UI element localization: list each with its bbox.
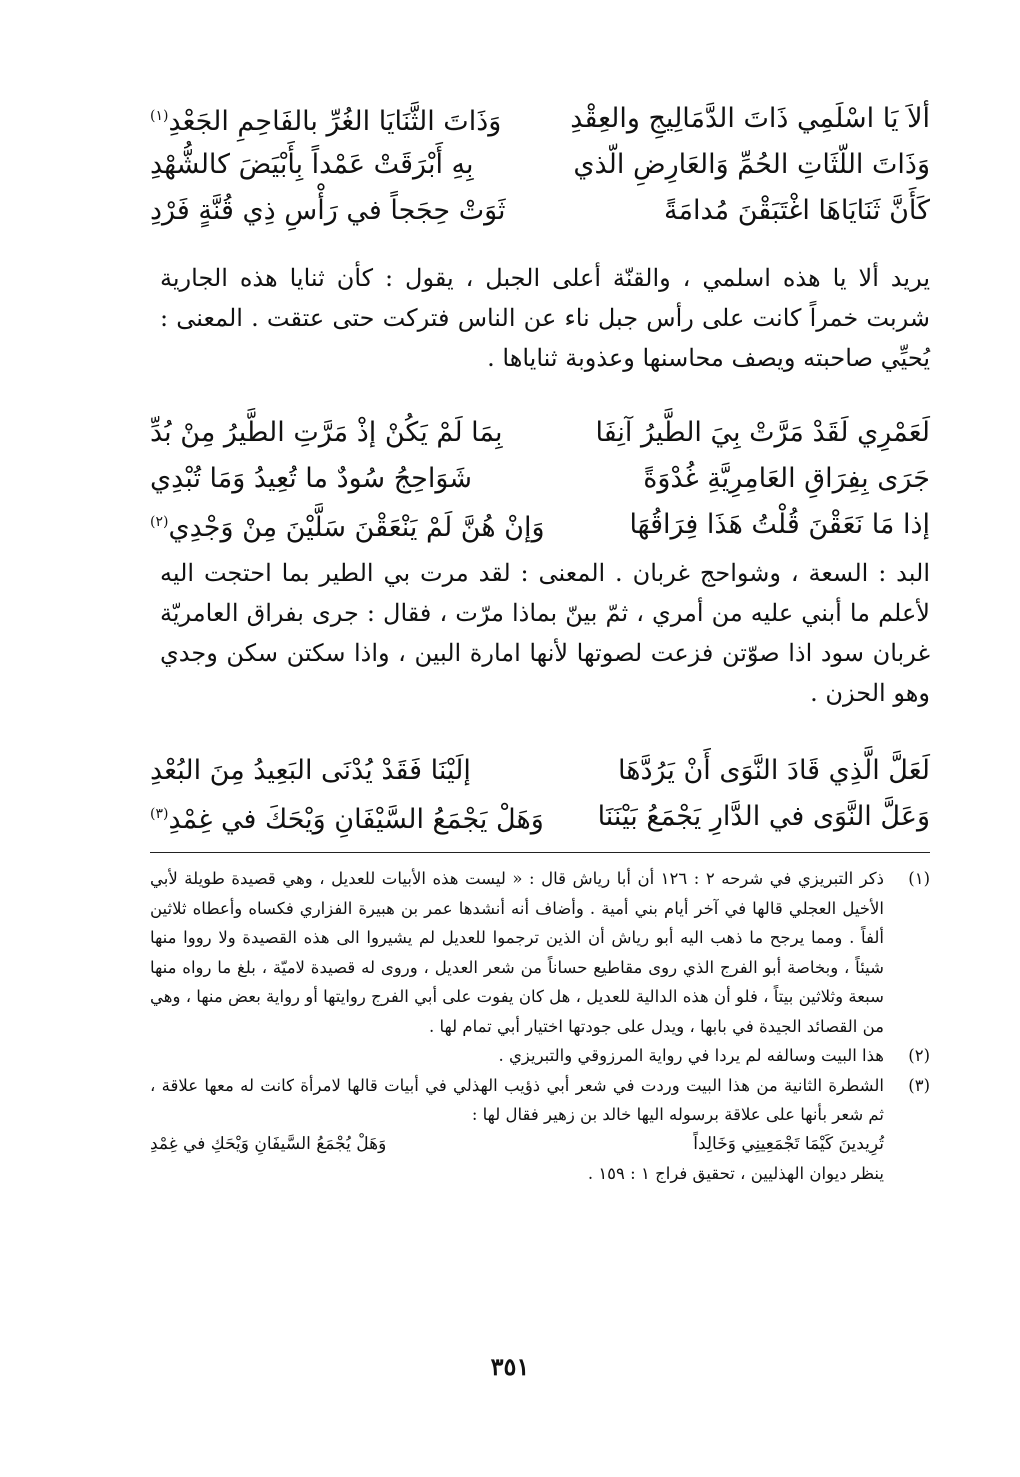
second-hemistich: بِهِ أَبْرَقَتْ عَمْداً بِأَبْيَضَ كالشُّهْدِ	[150, 149, 474, 180]
first-hemistich: وَعَلَّ النَّوَى في الدَّارِ يَجْمَعُ بَيْنَنَا	[597, 801, 930, 832]
first-hemistich: لَعَمْرِي لَقَدْ مَرَّتْ بِيَ الطَّيرُ آنِفَا	[595, 417, 930, 448]
verse-line	[150, 188, 930, 234]
footnote-source: ينظر ديوان الهذليين ، تحقيق فراج ١ : ١٥٩ .	[587, 1164, 884, 1183]
footnote-number: (١)	[908, 869, 930, 888]
first-hemistich: لَعَلَّ الَّذِي قَادَ النَّوَى أَنْ يَرُدَّهَا	[618, 755, 930, 786]
footnote-ref: (٢)	[150, 514, 169, 530]
first-hemistich: إذا مَا نَعَقْنَ قُلْتُ هَذَا فِرَاقُهَا	[629, 509, 930, 540]
poem-stanza-1	[150, 96, 930, 234]
first-hemistich: وَذَاتَ اللّثَاتِ الحُمِّ وَالعَارِضِ الّذي	[573, 149, 930, 180]
first-hemistich: ألاَ يَا اسْلَمِي ذَاتَ الدَّمَالِيجِ والعِقْدِ	[570, 103, 930, 134]
footnote-paragraph: الشطرة الثانية من هذا البيت وردت في شعر أبي ذؤيب الهذلي في أبيات قالها لامرأة كانت له معها علاقة ، ثم شعر بأنها على علاقة برسوله اليها خالد بن زهير فقال لها :	[150, 1075, 884, 1124]
hemistich-text: وَهَلْ يَجْمَعُ السَّيْفَانِ وَيْحَكَ في غِمْدِ	[168, 804, 544, 835]
footnote-2	[150, 1041, 930, 1071]
verse-line	[150, 794, 930, 840]
hemistich-text: وَذَاتَ الثَّنَايَا الغُرِّ بالفَاحِمِ الجَعْدِ	[168, 106, 502, 137]
second-hemistich	[150, 791, 544, 843]
verse-line	[150, 96, 930, 142]
verse-line	[150, 456, 930, 502]
footnote-text	[150, 864, 884, 1041]
verse-line	[150, 410, 930, 456]
second-hemistich: إلَيْنَا فَقَدْ يُدْنَى البَعِيدُ مِنَ البُعْدِ	[150, 755, 471, 786]
footnote-divider	[150, 852, 930, 853]
page-number: ٣٥١	[490, 1352, 530, 1381]
footnote-number: (٢)	[908, 1046, 930, 1065]
commentary-2	[160, 553, 930, 713]
second-hemistich: ثَوَتْ حِجَجاً في رَأْسِ ذِي قُنَّةٍ فَرْدِ	[150, 195, 506, 226]
second-hemistich: بِمَا لَمْ يَكُنْ إذْ مَرَّتِ الطَّيرُ مِنْ بُدِّ	[150, 417, 503, 448]
footnote-verse	[150, 1130, 884, 1160]
second-hemistich	[150, 93, 501, 145]
first-hemistich: كَأَنَّ ثَنَايَاهَا اغْتَبَقْنَ مُدامَةً	[664, 195, 930, 226]
footnote-ref: (٣)	[150, 806, 169, 822]
commentary-paragraph: البد : السعة ، وشواحج غربان . المعنى : لقد مرت بي الطير بما احتجت اليه لأعلم ما أبني عليه من أمري ، ثمّ بينّ بماذا مرّت ، فقال : جرى بفراق العامريّة غربان سود اذا صوّتن فزعت لصوتها لأنها امارة البين ، واذا سكتن سكن وجدي وهو الحزن .	[160, 559, 930, 707]
footnote-3	[150, 1071, 930, 1189]
footnote-ref: (١)	[150, 108, 169, 124]
verse-line	[150, 502, 930, 548]
footnote-text	[150, 1041, 884, 1071]
footnote-paragraph: ذكر التبريزي في شرحه ٢ : ١٢٦ أن أبا رياش قال : « ليست هذه الأبيات للعديل ، وهي قصيدة طويلة لأبي الأخيل العجلي قالها في آخر أيام بني أمية . وأضاف أنه أنشدها عمر بن هبيرة الفزاري فكساه وأعطاه ثلاثين ألفاً . ومما يرجح ما ذهب اليه أبو رياش أن الذين ترجموا للعديل لم يشيروا الى هذه القصيدة ولا رووا منها شيئاً ، وبخاصة أبو الفرج الذي روى مقاطيع حساناً من شعر العديل ، وروى له قصيدة لاميّة ، بلغ ما رواه منها سبعة وثلاثين بيتاً ، فلو أن هذه الدالية للعديل ، هل كان يفوت على أبي الفرج روايتها أو رواية بعض منها ، وهي من القصائد الجيدة في بابها ، ويدل على جودتها اختيار أبي تمام لها .	[150, 869, 884, 1036]
second-hemistich	[150, 499, 545, 551]
footnote-1	[150, 864, 930, 1041]
poem-stanza-3	[150, 748, 930, 840]
commentary-1	[160, 258, 930, 378]
verse-line	[150, 748, 930, 794]
first-hemistich: تُرِيدينَ كَيْمَا تَجْمَعِينِي وَخَالِداً	[693, 1133, 884, 1154]
footnote-text	[150, 1071, 884, 1189]
poem-stanza-2	[150, 410, 930, 548]
footnote-paragraph: هذا البيت وسالفه لم يردا في رواية المرزوقي والتبريزي .	[498, 1046, 884, 1065]
second-hemistich: شَوَاحِجُ سُودٌ ما تُعِيدُ وَمَا تُبْدِي	[150, 463, 472, 494]
first-hemistich: جَرَى بِفِرَاقِ العَامِرِيَّةِ غُدْوَةً	[643, 463, 930, 494]
commentary-paragraph: يريد ألا يا هذه اسلمي ، والقنّة أعلى الجبل ، يقول : كأن ثنايا هذه الجارية شربت خمراً كانت على رأس جبل ناء عن الناس فتركت حتى عتقت . المعنى : يُحيِّي صاحبته ويصف محاسنها وعذوبة ثناياها .	[160, 264, 930, 372]
footnote-number: (٣)	[908, 1075, 930, 1095]
second-hemistich: وَهَلْ يُجْمَعُ السَّيفَانِ وَيْحَكِ في غِمْدِ	[150, 1133, 387, 1154]
hemistich-text: وَإنْ هُنَّ لَمْ يَنْعَقْنَ سَلَّيْنَ مِنْ وَجْدِي	[168, 512, 545, 543]
verse-line	[150, 142, 930, 188]
footnotes	[150, 864, 930, 1189]
